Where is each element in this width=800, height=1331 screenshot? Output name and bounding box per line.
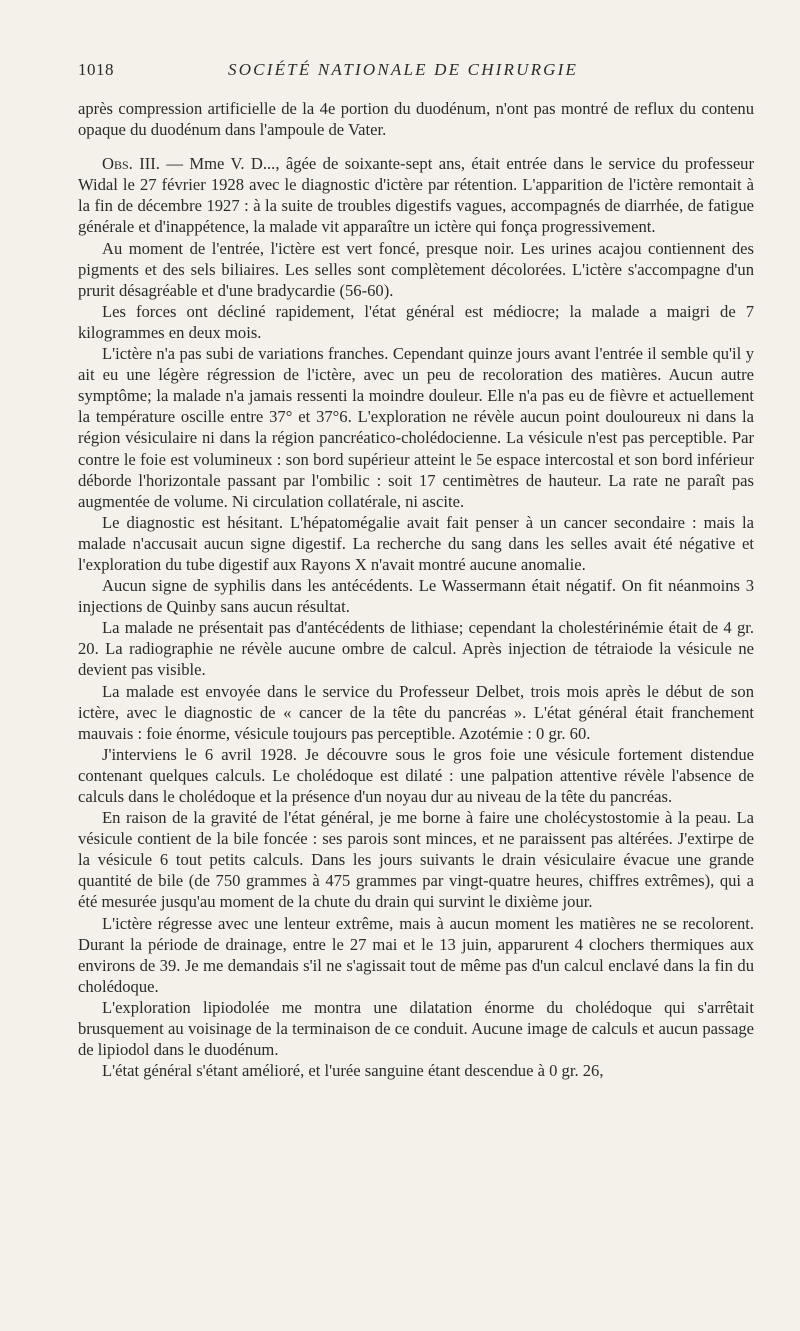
body-text [78, 98, 754, 1081]
paragraph: En raison de la gravité de l'état général, je me borne à faire une cholécystostomie à la peau. La vésicule contient de la bile foncée : ses parois sont minces, et ne paraissent pas altérées. J'extirpe de la vésicule 6 tout petits calculs. Dans les jours suivants le drain vésiculaire évacue une grande quantité de bile (de 750 grammes à 475 grammes par vingt-quatre heures, chiffres extrêmes), qui a été mesurée jusqu'au moment de la chute du drain qui survint le dixième jour. [78, 808, 754, 912]
paragraph: Le diagnostic est hésitant. L'hépatomégalie avait fait penser à un cancer secondaire : mais la malade n'accusait aucun signe digestif. La recherche du sang dans les selles avait été négative et l'exploration du tube digestif aux Rayons X n'avait montré aucune anomalie. [78, 512, 754, 574]
paragraph: L'ictère régresse avec une lenteur extrême, mais à aucun moment les matières ne se recolorent. Durant la période de drainage, entre le 27 mai et le 13 juin, apparurent 4 clochers thermiques aux environs de 39. Je me demandais s'il ne s'agissait tout de même pas d'un calcul enclavé dans la fin du cholédoque. [78, 913, 754, 996]
paragraph: L'exploration lipiodolée me montra une dilatation énorme du cholédoque qui s'arrêtait brusquement au voisinage de la terminaison de ce conduit. Aucune image de calculs et aucun passage de lipiodol dans le duodénum. [78, 997, 754, 1060]
page-number: 1018 [78, 60, 114, 79]
paragraph: La malade est envoyée dans le service du Professeur Delbet, trois mois après le début de son ictère, avec le diagnostic de « cancer de la tête du pancréas ». L'état général était franchement mauvais : foie énorme, vésicule toujours pas perceptible. Azotémie : 0 gr. 60. [78, 681, 754, 743]
paragraph: L'état général s'étant amélioré, et l'urée sanguine étant descendue à 0 gr. 26, [102, 1061, 604, 1081]
page-header [78, 60, 754, 82]
observation-label: Obs. III. [102, 154, 160, 174]
paragraph: La malade ne présentait pas d'antécédents de lithiase; cependant la cholestérinémie était de 4 gr. 20. La radiographie ne révèle aucune ombre de calcul. Après injection de tétraiode la vésicule ne devient pas visible. [78, 618, 754, 680]
paragraph: après compression artificielle de la 4e portion du duodénum, n'ont pas montré de reflux du contenu opaque du duodénum dans l'ampoule de Vater. [78, 99, 754, 140]
paragraph: Aucun signe de syphilis dans les antécédents. Le Wassermann était négatif. On fit néanmoins 3 injections de Quinby sans aucun résultat. [78, 576, 754, 617]
paragraph: L'ictère n'a pas subi de variations franches. Cependant quinze jours avant l'entrée il semble qu'il y ait eu une légère régression de l'ictère, avec un peu de recoloration des matières. Aucun autre symptôme; la malade n'a jamais ressenti la moindre douleur. Elle n'a pas eu de fièvre et actuellement la température oscille entre 37° et 37°6. L'exploration ne révèle aucun point douloureux ni dans la région vésiculaire ni dans la région pancréatico-cholédocienne. La vésicule n'est pas perceptible. Par contre le foie est volumineux : son bord supérieur atteint le 5e espace intercostal et son bord inférieur déborde l'horizontale passant par l'ombilic : soit 17 centimètres de hauteur. La rate ne paraît pas augmentée de volume. Ni circulation collatérale, ni ascite. [78, 344, 754, 511]
paragraph: J'interviens le 6 avril 1928. Je découvre sous le gros foie une vésicule fortement distendue contenant quelques calculs. Le cholédoque est dilaté : une palpation attentive révèle l'absence de calculs dans le cholédoque et la présence d'un noyau dur au niveau de la tête du pancréas. [78, 744, 754, 806]
paragraph: Obs. III. — Mme V. D..., âgée de soixante-sept ans, était entrée dans le service du professeur Widal le 27 février 1928 avec le diagnostic d'ictère par rétention. L'apparition de l'ictère remontait à la fin de décembre 1927 : à la suite de troubles digestifs vagues, accompagnés de diarrhée, de fatigue générale et d'inappétence, la malade vit apparaître un ictère qui fonça progressivement. [78, 154, 755, 237]
running-title: SOCIÉTÉ NATIONALE DE CHIRURGIE [228, 60, 579, 79]
paragraph: Au moment de l'entrée, l'ictère est vert foncé, presque noir. Les urines acajou contiennent des pigments et des sels biliaires. Les selles sont complètement décolorées. L'ictère s'accompagne d'un prurit désagréable et d'une bradycardie (56-60). [78, 238, 754, 300]
paragraph: Les forces ont décliné rapidement, l'état général est médiocre; la malade a maigri de 7 kilogrammes en deux mois. [78, 301, 754, 342]
